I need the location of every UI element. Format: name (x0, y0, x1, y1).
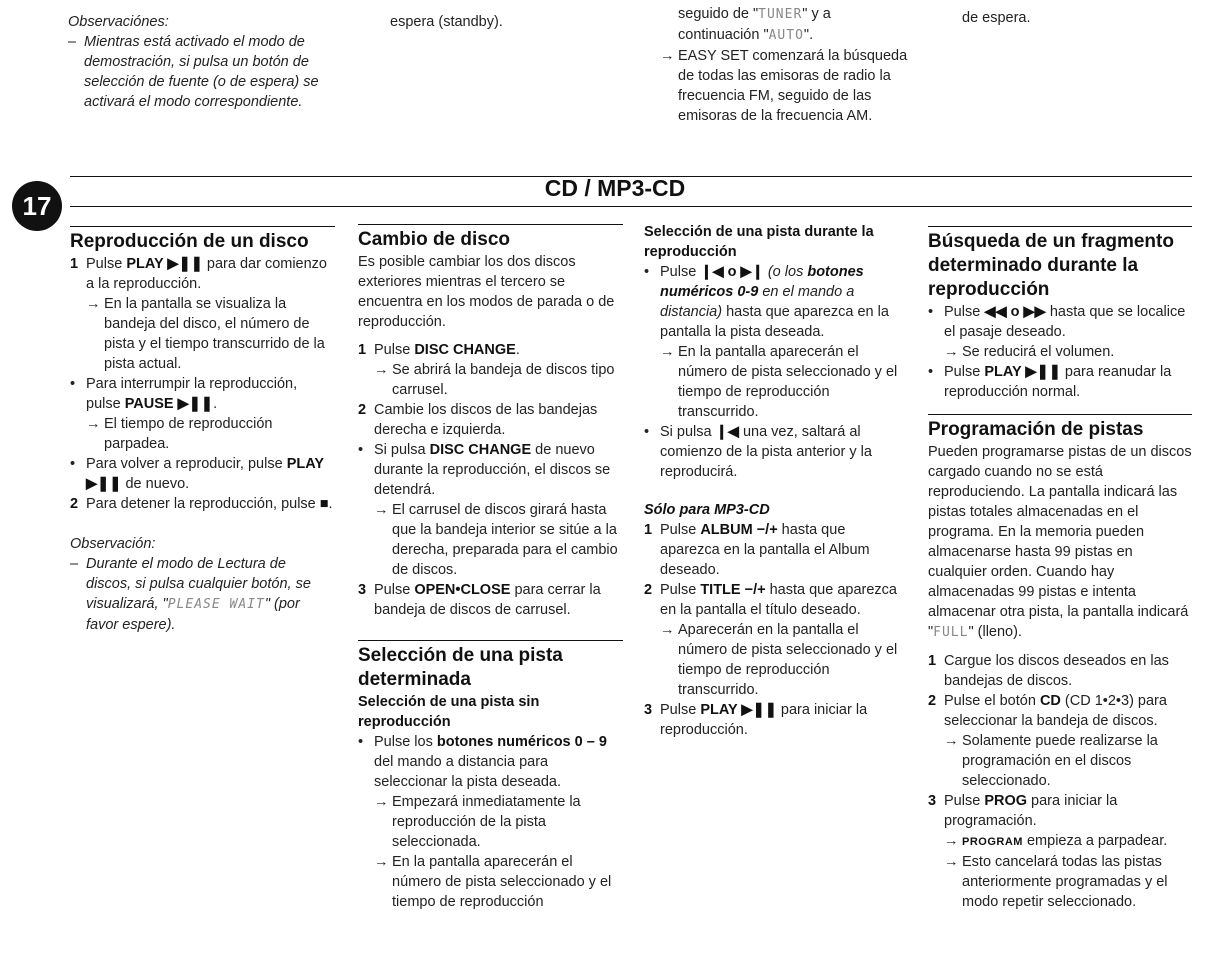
text: Durante el modo de Lectura de discos, si pulsa cualquier botón, se visualizará, " (86, 556, 311, 612)
text: En la pantalla aparecerán el número de pista seleccionado y el tiempo de reproducción (392, 854, 612, 910)
step-number: 3 (644, 702, 653, 718)
text: hasta que se localice el pasaje deseado. (944, 304, 1186, 340)
dash: – (68, 34, 77, 50)
text: Para volver a reproducir, pulse (86, 456, 287, 472)
cd-key: CD (1039, 693, 1061, 709)
top-observation (68, 12, 338, 112)
arrow-icon: → (944, 833, 959, 849)
text: " (por favor espere). (86, 596, 300, 633)
text: Pulse (660, 264, 701, 280)
program-indicator: PROGRAM (962, 836, 1023, 848)
header-rule-bottom (70, 206, 1192, 207)
disc-change-key: DISC CHANGE (429, 442, 532, 458)
lcd-auto: AUTO (768, 28, 804, 43)
title-key: TITLE −/+ (700, 582, 766, 598)
text: de nuevo. (121, 476, 190, 492)
step-number: 2 (928, 693, 937, 709)
column-3 (644, 222, 906, 740)
text: hasta que aparezca en la pantalla el título deseado. (660, 582, 897, 618)
arrow-icon: → (944, 854, 959, 870)
text: Empezará inmediatamente la reproducción de la pista seleccionada. (392, 794, 581, 850)
bullet-icon: • (928, 364, 934, 380)
play-pause-key: PLAY ▶❚❚ (126, 256, 203, 272)
text: Pulse (944, 793, 985, 809)
step-number: 2 (644, 582, 653, 598)
text: Pulse (86, 256, 127, 272)
text: Cambie los discos de las bandejas derecha e izquierda. (374, 402, 598, 438)
text: para cerrar la bandeja de discos de carrusel. (374, 582, 601, 618)
observation-label: Observación: (70, 536, 156, 552)
top-col3-text-c: ". (803, 27, 814, 43)
bullet-icon: • (70, 456, 76, 472)
top-col3-arrow: EASY SET comenzará la búsqueda de todas las emisoras de radio la frecuencia FM, seguido de las emisoras de la frecuencia AM. (678, 48, 908, 124)
dash: – (70, 556, 79, 572)
text: (CD 1•2•3) para seleccionar la bandeja de discos. (944, 693, 1167, 729)
arrow-icon: → (660, 48, 675, 64)
col2-rule-2 (358, 640, 623, 641)
arrow-icon: → (660, 344, 675, 360)
text: " (lleno). (968, 624, 1022, 640)
col2-title-2: Selección de una pista determinada (358, 645, 563, 690)
text: hasta que aparezca en la pantalla el Album deseado. (660, 522, 870, 578)
text: de nuevo durante la reproducción, el discos se detendrá. (374, 442, 611, 498)
bullet-icon: • (644, 424, 650, 440)
text: Esto cancelará todas las pistas anteriormente programadas y el modo repetir seleccionado. (962, 854, 1168, 910)
open-close-key: OPEN•CLOSE (414, 582, 511, 598)
text: Cargue los discos deseados en las bandejas de discos. (944, 653, 1169, 689)
text: Pulse (374, 582, 415, 598)
disc-change-key: DISC CHANGE (414, 342, 516, 358)
lcd-please-wait: PLEASE WAIT (167, 597, 265, 612)
bullet-icon: • (644, 264, 650, 280)
play-pause-key: PLAY ▶❚❚ (984, 364, 1061, 380)
lcd-tuner: TUNER (758, 7, 803, 22)
prev-key: ❙◀ (715, 424, 739, 440)
top-col3-text-b: " y a continuación " (678, 6, 831, 43)
text: Se reducirá el volumen. (962, 344, 1115, 360)
text: hasta que aparezca en la pantalla la pista deseada. (660, 304, 889, 340)
lcd-full: FULL (933, 625, 969, 640)
step-number: 3 (358, 582, 367, 598)
text: . (213, 396, 218, 412)
text: Pulse (374, 342, 415, 358)
arrow-icon: → (86, 296, 101, 312)
col4-rule (928, 226, 1192, 227)
text: Para interrumpir la reproducción, pulse (86, 376, 298, 412)
text: empieza a parpadear. (1022, 833, 1168, 849)
text: Pulse los (374, 734, 437, 750)
text: Para detener la reproducción, pulse (86, 496, 320, 512)
text: En la pantalla aparecerán el número de pista seleccionado y el tiempo de reproducción transcurrido. (678, 344, 898, 420)
top-col3-text-a: seguido de " (678, 6, 759, 22)
bullet-icon: • (928, 304, 934, 320)
text: Pueden programarse pistas de un discos cargado cuando no se está reproduciendo. La pantalla indicará las pistas totales almacenadas en el programa. En la memoria pueden almacenarse hasta 99 pistas en cualquier orden. Cuando hay almacenadas 99 pistas e intenta almacenar otra pista, la pantalla indicará " (928, 444, 1192, 640)
col4-rule-2 (928, 414, 1192, 415)
page-number-badge: 17 (12, 181, 62, 231)
text: . (515, 342, 520, 358)
column-4 (928, 226, 1192, 912)
pause-key: PAUSE ▶❚❚ (124, 396, 214, 412)
number-keys: botones numéricos 0 – 9 (436, 734, 607, 750)
arrow-icon: → (374, 794, 389, 810)
text: en el mando a distancia) (660, 284, 855, 320)
top-col2: espera (standby). (390, 14, 503, 30)
play-pause-key: PLAY ▶❚❚ (700, 702, 777, 718)
top-obs-text: Mientras está activado el modo de demostración, si pulsa un botón de selección de fuente (o de espera) se activará el modo correspondiente. (84, 34, 319, 110)
text: del mando a distancia para seleccionar la pista deseada. (374, 754, 562, 790)
column-2 (358, 224, 623, 912)
step-number: 1 (928, 653, 937, 669)
text: Pulse (660, 582, 701, 598)
text: para iniciar la reproducción. (660, 702, 868, 738)
col2-title: Cambio de disco (358, 229, 511, 250)
text: una vez, saltará al comienzo de la pista anterior y la reproducirá. (660, 424, 872, 480)
text: El tiempo de reproducción parpadea. (104, 416, 273, 452)
text: para iniciar la programación. (944, 793, 1118, 829)
text: (o los (763, 264, 808, 280)
arrow-icon: → (374, 502, 389, 518)
text: En la pantalla se visualiza la bandeja del disco, el número de pista y el tiempo transcurrido de la pista actual. (104, 296, 325, 372)
arrow-icon: → (660, 622, 675, 638)
arrow-icon: → (944, 733, 959, 749)
step-number: 2 (70, 496, 79, 512)
step-number: 1 (358, 342, 367, 358)
text: Pulse (944, 364, 985, 380)
text: Aparecerán en la pantalla el número de pista seleccionado y el tiempo de reproducción transcurrido. (678, 622, 898, 698)
arrow-icon: → (86, 416, 101, 432)
col1-title: Reproducción de un disco (70, 231, 309, 252)
stop-key: ■ (319, 496, 329, 512)
col2-rule (358, 224, 623, 225)
text: para dar comienzo a la reproducción. (86, 256, 327, 292)
text: Si pulsa (374, 442, 430, 458)
col2-intro: Es posible cambiar los dos discos exteriores mientras el tercero se encuentra en los modos de parada o de reproducción. (358, 254, 615, 330)
text: para reanudar la reproducción normal. (944, 364, 1172, 400)
album-key: ALBUM −/+ (700, 522, 778, 538)
text: Pulse (660, 702, 701, 718)
top-obs-label: Observaciónes: (68, 14, 169, 30)
step-number: 1 (644, 522, 653, 538)
step-number: 2 (358, 402, 367, 418)
text: El carrusel de discos girará hasta que la bandeja interior se sitúe a la derecha, preparada para el cambio de discos. (392, 502, 618, 578)
col3-subtitle: Selección de una pista durante la reproducción (644, 224, 874, 260)
prog-key: PROG (984, 793, 1028, 809)
top-col4: de espera. (962, 10, 1031, 26)
text: Si pulsa (660, 424, 716, 440)
bullet-icon: • (358, 734, 364, 750)
text: . (328, 496, 333, 512)
skip-keys: ❙◀ o ▶❙ (700, 264, 764, 280)
bullet-icon: • (70, 376, 76, 392)
text: Pulse (660, 522, 701, 538)
text: Se abrirá la bandeja de discos tipo carrusel. (392, 362, 615, 398)
mp3-label: Sólo para MP3-CD (644, 502, 770, 518)
col2-subtitle: Selección de una pista sin reproducción (358, 694, 540, 730)
bullet-icon: • (358, 442, 364, 458)
search-keys: ◀◀ o ▶▶ (984, 304, 1046, 320)
text: Pulse el botón (944, 693, 1040, 709)
section-title: CD / MP3-CD (544, 175, 686, 201)
step-number: 1 (70, 256, 79, 272)
text: Solamente puede realizarse la programación en el discos seleccionado. (962, 733, 1158, 789)
arrow-icon: → (944, 344, 959, 360)
step-number: 3 (928, 793, 937, 809)
col1-rule (70, 226, 335, 227)
column-1 (70, 226, 335, 635)
text: Pulse (944, 304, 985, 320)
number-keys: botones numéricos 0-9 (660, 264, 864, 300)
arrow-icon: → (374, 362, 389, 378)
top-col3 (660, 4, 910, 126)
col4-title-2: Programación de pistas (928, 419, 1144, 440)
play-pause-key: PLAY ▶❚❚ (86, 456, 324, 492)
col4-title: Búsqueda de un fragmento determinado durante la reproducción (928, 231, 1174, 300)
arrow-icon: → (374, 854, 389, 870)
